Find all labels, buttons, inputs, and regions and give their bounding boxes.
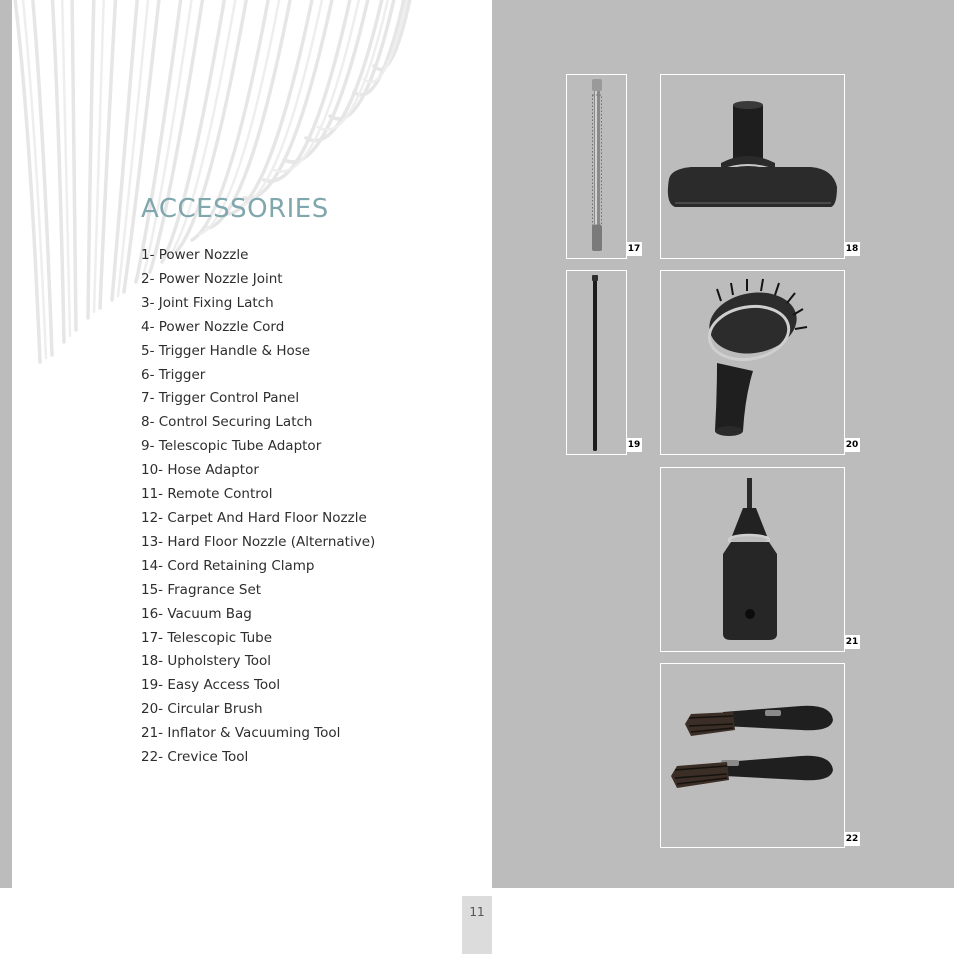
list-item: 6- Trigger xyxy=(141,366,206,383)
telescopic-tube-photo xyxy=(567,75,626,258)
circular-brush-photo xyxy=(661,271,844,454)
photo-number-21: 21 xyxy=(845,637,859,647)
photo-number-18: 18 xyxy=(845,244,859,254)
list-item: 2- Power Nozzle Joint xyxy=(141,270,283,287)
list-item: 14- Cord Retaining Clamp xyxy=(141,557,315,574)
photo-number-22: 22 xyxy=(845,834,859,844)
photo-frame-20 xyxy=(660,270,845,455)
photo-number-19: 19 xyxy=(627,440,641,450)
list-item: 1- Power Nozzle xyxy=(141,247,249,263)
list-item: 5- Trigger Handle & Hose xyxy=(141,342,311,359)
list-item: 22- Crevice Tool xyxy=(141,749,249,766)
page-number: 11 xyxy=(469,905,485,919)
upholstery-tool-photo xyxy=(661,75,844,258)
crevice-tool-photo xyxy=(661,664,844,847)
list-item: 4- Power Nozzle Cord xyxy=(141,318,285,335)
list-item: 10- Hose Adaptor xyxy=(141,462,259,479)
photo-number-20: 20 xyxy=(845,440,859,450)
page-title: ACCESSORIES xyxy=(141,194,329,224)
list-item: 16- Vacuum Bag xyxy=(141,605,252,622)
accessories-list xyxy=(141,244,375,770)
list-item: 12- Carpet And Hard Floor Nozzle xyxy=(141,509,367,526)
photo-frame-19 xyxy=(566,270,627,455)
list-item: 15- Fragrance Set xyxy=(141,581,262,598)
photo-number-17: 17 xyxy=(627,244,641,254)
inflator-tool-photo xyxy=(661,468,844,651)
list-item: 21- Inflator & Vacuuming Tool xyxy=(141,725,341,742)
list-item: 9- Telescopic Tube Adaptor xyxy=(141,438,322,455)
list-item: 17- Telescopic Tube xyxy=(141,629,273,646)
list-item: 18- Upholstery Tool xyxy=(141,653,272,670)
list-item: 3- Joint Fixing Latch xyxy=(141,294,274,311)
list-item: 11- Remote Control xyxy=(141,486,273,503)
list-item: 19- Easy Access Tool xyxy=(141,677,281,694)
left-edge-strip xyxy=(0,0,12,888)
list-item: 13- Hard Floor Nozzle (Alternative) xyxy=(141,533,376,550)
easy-access-tool-photo xyxy=(567,271,626,454)
photo-frame-21 xyxy=(660,467,845,652)
photo-frame-18 xyxy=(660,74,845,259)
list-item: 7- Trigger Control Panel xyxy=(141,390,300,407)
list-item: 8- Control Securing Latch xyxy=(141,414,313,431)
photo-frame-17 xyxy=(566,74,627,259)
list-item: 20- Circular Brush xyxy=(141,701,263,718)
page-number-box xyxy=(462,896,492,954)
photo-frame-22 xyxy=(660,663,845,848)
